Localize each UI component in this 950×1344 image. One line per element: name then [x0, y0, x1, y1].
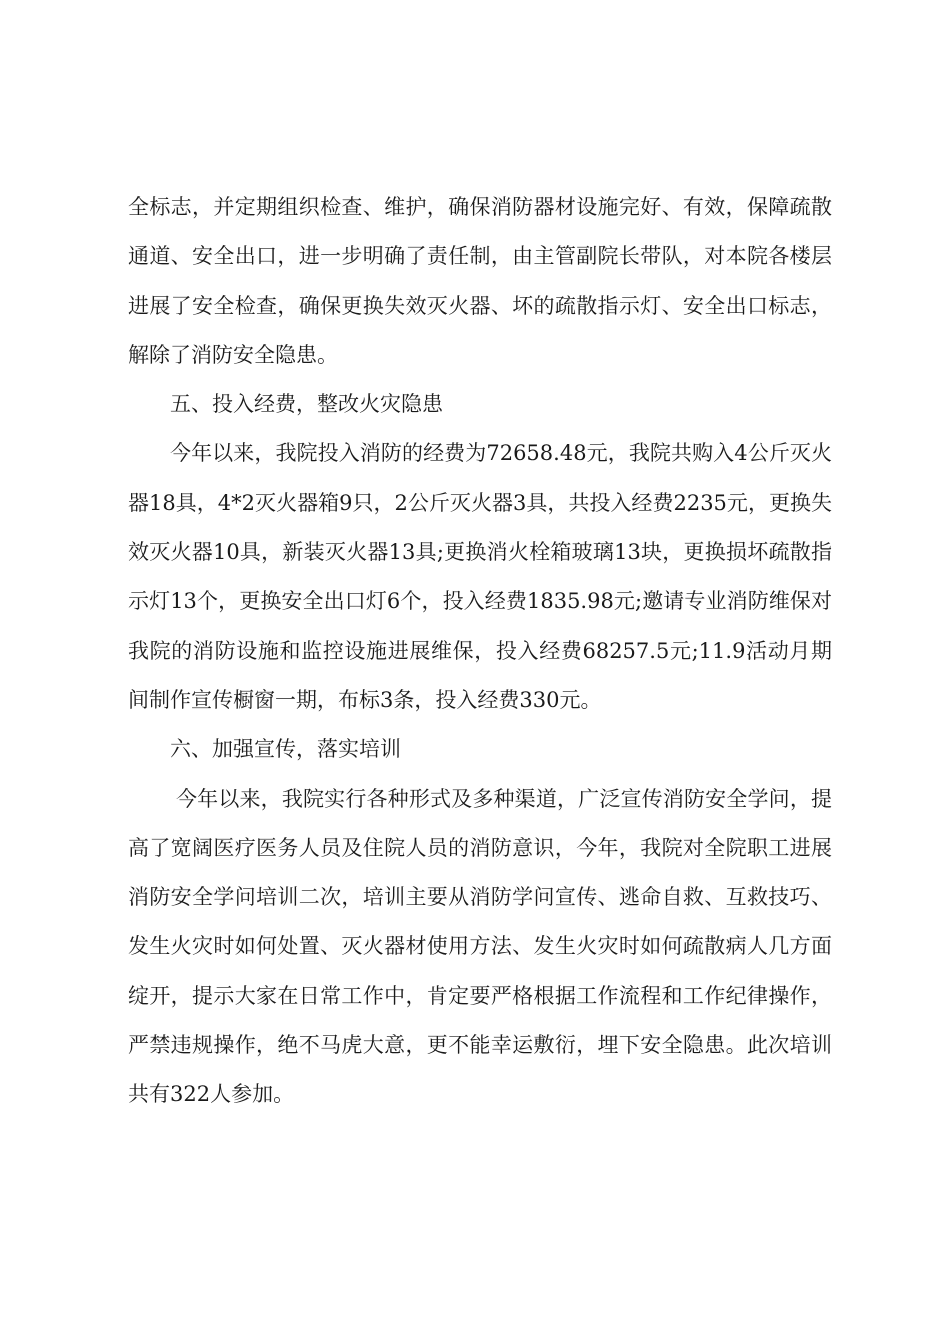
section-heading-training: 六、加强宣传，落实培训	[170, 737, 401, 762]
document-body	[128, 183, 832, 1120]
paragraph-funding-details: 今年以来，我院投入消防的经费为72658.48元，我院共购入4公斤灭火器18具，4*2灭火器箱9只，2公斤灭火器3具，共投入经费2235元，更换失效灭火器10具，新装灭火器13具;更换消火栓箱玻璃13块，更换损坏疏散指示灯13个，更换安全出口灯6个，投入经费1835.98元;邀请专业消防维保对我院的消防设施和监控设施进展维保，投入经费68257.5元;11.9活动月期间制作宣传橱窗一期，布标3条，投入经费330元。	[128, 441, 832, 712]
paragraph-fire-safety-signs: 全标志，并定期组织检查、维护，确保消防器材设施完好、有效，保障疏散通道、安全出口，进一步明确了责任制，由主管副院长带队，对本院各楼层进展了安全检查，确保更换失效灭火器、坏的疏散指示灯、安全出口标志，解除了消防安全隐患。	[128, 195, 832, 367]
section-heading-funding: 五、投入经费，整改火灾隐患	[170, 392, 443, 417]
paragraph-training-details: 今年以来，我院实行各种形式及多种渠道，广泛宣传消防安全学问，提高了宽阔医疗医务人员及住院人员的消防意识，今年，我院对全院职工进展消防安全学问培训二次，培训主要从消防学问宣传、逃命自救、互救技巧、发生火灾时如何处置、灭火器材使用方法、发生火灾时如何疏散病人几方面绽开，提示大家在日常工作中，肯定要严格根据工作流程和工作纪律操作，严禁违规操作，绝不马虎大意，更不能幸运敷衍，埋下安全隐患。此次培训共有322人参加。	[128, 786, 832, 1107]
